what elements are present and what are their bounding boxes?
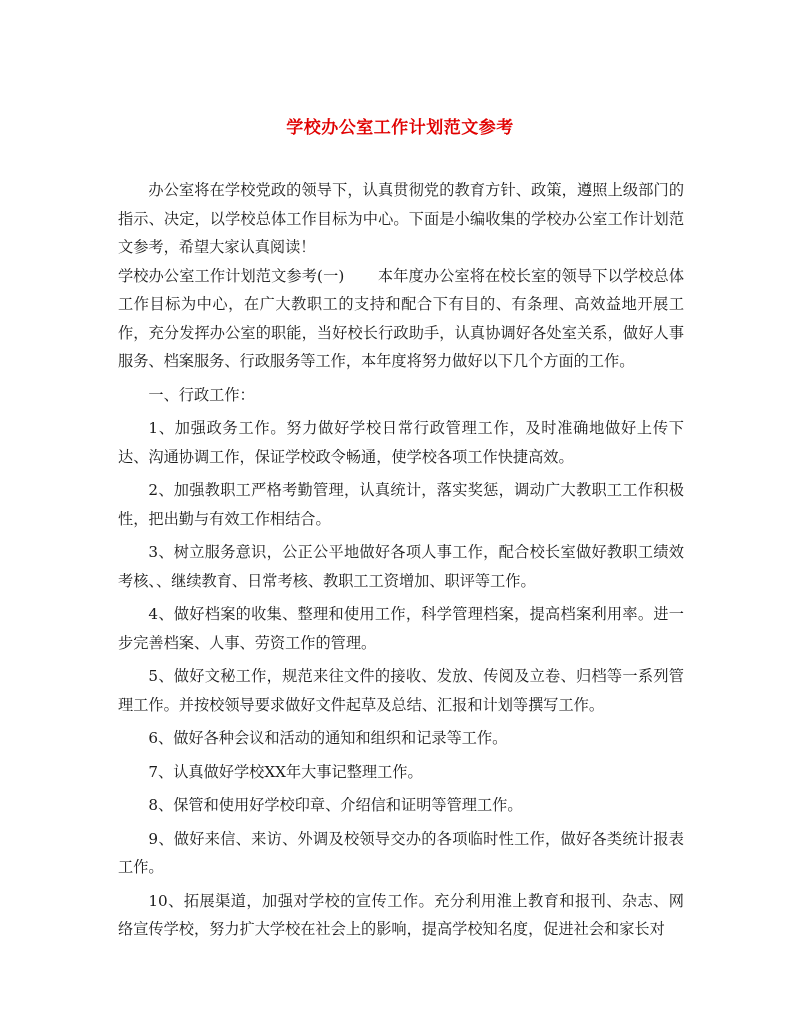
list-item: 3、树立服务意识，公正公平地做好各项人事工作，配合校长室做好教职工绩效考核、、继续教育、日常考核、教职工工资增加、职评等工作。 xyxy=(118,543,684,590)
section-heading: 学校办公室工作计划范文参考(一) xyxy=(118,266,345,285)
subheading-admin: 一、行政工作： xyxy=(148,385,255,404)
document-title: 学校办公室工作计划范文参考 xyxy=(286,118,514,138)
document-body xyxy=(118,176,684,944)
list-item: 9、做好来信、来访、外调及校领导交办的各项临时性工作，做好各类统计报表工作。 xyxy=(118,829,684,876)
list-item: 7、认真做好学校XX年大事记整理工作。 xyxy=(148,762,423,781)
section-paragraph xyxy=(118,262,684,376)
list-item: 8、保管和使用好学校印章、介绍信和证明等管理工作。 xyxy=(148,796,523,814)
list-item: 6、做好各种会议和活动的通知和组织和记录等工作。 xyxy=(148,729,508,747)
section-intro-text: 本年度办公室将在校长室的领导下以学校总体工作目标为中心，在广大教职工的支持和配合下有目的、有条理、高效益地开展工作，充分发挥办公室的职能，当好校长行政助手，认真协调好各处室关系，做好人事服务、档案服务、行政服务等工作，本年度将努力做好以下几个方面的工作。 xyxy=(118,266,685,370)
list-item: 4、做好档案的收集、整理和使用工作，科学管理档案，提高档案利用率。进一步完善档案、人事、劳资工作的管理。 xyxy=(118,605,684,652)
list-item: 5、做好文秘工作，规范来往文件的接收、发放、传阅及立卷、归档等一系列管理工作。并按校领导要求做好文件起草及总结、汇报和计划等撰写工作。 xyxy=(118,667,684,714)
list-item: 2、加强教职工严格考勤管理，认真统计，落实奖惩，调动广大教职工工作积极性，把出勤与有效工作相结合。 xyxy=(118,481,684,528)
list-item: 1、加强政务工作。努力做好学校日常行政管理工作，及时准确地做好上传下达、沟通协调工作，保证学校政令畅通，使学校各项工作快捷高效。 xyxy=(118,419,684,466)
list-item: 10、拓展渠道，加强对学校的宣传工作。充分利用淮上教育和报刊、杂志、网络宣传学校，努力扩大学校在社会上的影响，提高学校知名度，促进社会和家长对 xyxy=(118,891,684,938)
intro-paragraph: 办公室将在学校党政的领导下，认真贯彻党的教育方针、政策，遵照上级部门的指示、决定，以学校总体工作目标为中心。下面是小编收集的学校办公室工作计划范文参考，希望大家认真阅读！ xyxy=(118,181,684,256)
